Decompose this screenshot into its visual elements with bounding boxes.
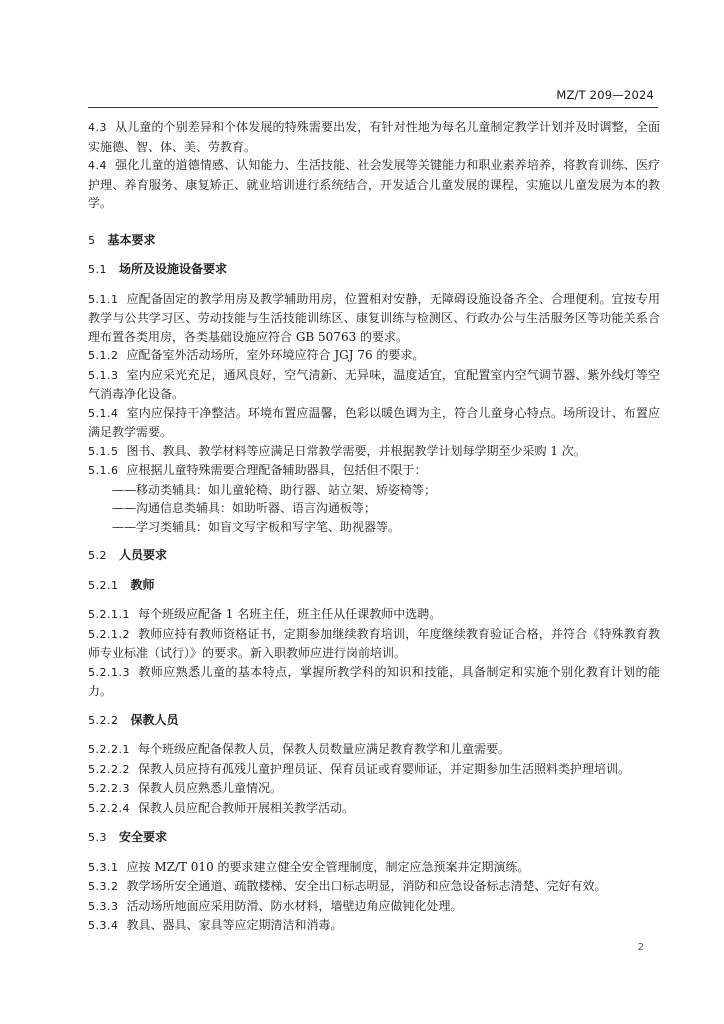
list-item: ——学习类辅具：如盲文写字板和写字笔、助视器等。 [112, 519, 401, 534]
clause-number: 5.2.2.4 [88, 801, 130, 815]
clause-text: 应按 MZ/T 010 的要求建立健全安全管理制度，制定应急预案并定期演练。 [126, 859, 530, 874]
clause-paragraph [88, 605, 660, 625]
clause-text: 每个班级应配备 1 名班主任，班主任从任课教师中选聘。 [137, 607, 442, 621]
clause-paragraph [88, 740, 660, 760]
clause-number: 5.3.2 [88, 880, 119, 893]
clause-paragraph [88, 858, 660, 878]
clause-text: 教师应持有教师资格证书，定期参加继续教育培训，年度继续教育验证合格，并符合《特殊教育教师专业标准（试行）》的要求。新入职教师应进行岗前培训。 [88, 626, 660, 660]
section-heading [88, 231, 660, 251]
clause-number: 5.2.1.3 [88, 665, 130, 679]
clause-number: 5.2.2.3 [88, 782, 130, 795]
spacer [88, 536, 660, 546]
clause-text: 教具、器具、家具等应定期清洁和消毒。 [126, 918, 343, 932]
clause-text: 强化儿童的道德情感、认知能力、生活技能、社会发展等关键能力和职业素养培养，将教育训练、医疗护理、养育服务、康复矫正、就业培训进行系统结合，开发适合儿童发展的课程，实施以儿童发展为本的教学。 [88, 158, 660, 210]
standard-number: MZ/T 209—2024 [556, 88, 654, 102]
clause-paragraph [88, 625, 660, 663]
clause-text: 活动场所地面应采用防滑、防水材料，墙壁边角应做钝化处理。 [126, 898, 463, 913]
clause-text: 保教人员应持有孤残儿童护理员证、保育员证或育婴师证，并定期参加生活照料类护理培训。 [137, 761, 630, 776]
clause-number: 5.2.1.1 [88, 608, 130, 621]
clause-text: 室内应保持干净整洁。环境布置应温馨，色彩以暖色调为主，符合儿童身心特点。场所设计、布置应满足教学需要。 [88, 405, 660, 439]
clause-paragraph [88, 663, 660, 701]
section-heading [88, 711, 660, 731]
clause-number: 5.1.3 [88, 368, 119, 382]
section-title: 教师 [130, 577, 155, 592]
clause-number: 5.2.2.2 [88, 762, 130, 776]
clause-paragraph [88, 799, 660, 819]
clause-paragraph [88, 461, 660, 481]
spacer [88, 701, 660, 711]
clause-text: 从儿童的个别差异和个体发展的特殊需要出发，有针对性地为每名儿童制定教学计划并及时调整，全面实施德、智、体、美、劳教育。 [88, 120, 660, 154]
clause-paragraph [88, 404, 660, 442]
clause-number: 5.1.2 [88, 349, 119, 362]
spacer [88, 213, 660, 231]
clause-number: 4.4 [88, 159, 107, 172]
clause-number: 5.1.6 [88, 464, 119, 477]
section-number: 5.2.2 [88, 713, 119, 727]
clause-text: 图书、教具、教学材料等应满足日常教学需要，并根据教学计划每学期至少采购 1 次。 [126, 443, 586, 458]
clause-number: 5.2.2.1 [88, 743, 130, 756]
section-number: 5.2 [88, 549, 107, 562]
document-body [88, 118, 660, 936]
clause-paragraph [88, 290, 660, 347]
section-heading [88, 546, 660, 566]
clause-number: 5.2.1.2 [88, 627, 130, 641]
spacer [88, 250, 660, 260]
clause-paragraph [88, 118, 660, 156]
section-heading [88, 576, 660, 596]
section-heading [88, 260, 660, 280]
clause-text: 应配备室外活动场所，室外环境应符合 JGJ 76 的要求。 [126, 348, 425, 362]
clause-text: 室内应采光充足，通风良好，空气清新、无异味，温度适宜，宜配置室内空气调节器、紫外线灯等空气消毒净化设备。 [88, 367, 660, 401]
clause-paragraph [88, 442, 660, 462]
section-title: 保教人员 [130, 712, 179, 727]
clause-paragraph [88, 760, 660, 780]
clause-paragraph [88, 366, 660, 404]
spacer [88, 280, 660, 290]
spacer [88, 818, 660, 828]
clause-text: 应配备固定的教学用房及教学辅助用房，位置相对安静，无障碍设施设备齐全、合理便利。宜按专用教学与公共学习区、劳动技能与生活技能训练区、康复训练与检测区、行政办公与生活服务区等功能关系合理布置各类用房，各类基础设施应符合 GB 50763 的要求。 [88, 291, 660, 344]
spacer [88, 848, 660, 858]
clause-text: 应根据儿童特殊需要合理配备辅助器具，包括但不限于： [126, 463, 427, 477]
section-number: 5.1 [88, 263, 107, 276]
clause-number: 5.3.1 [88, 860, 119, 874]
clause-number: 5.1.1 [88, 292, 119, 306]
section-title: 基本要求 [107, 232, 156, 247]
page-number: 2 [637, 942, 644, 953]
list-item: ——沟通信息类辅具：如助听器、语言沟通板等； [112, 501, 377, 515]
clause-paragraph [88, 156, 660, 213]
clause-text: 教学场所安全通道、疏散楼梯、安全出口标志明显，消防和应急设备标志清楚、完好有效。 [126, 879, 607, 893]
section-heading [88, 828, 660, 848]
clause-text: 保教人员应熟悉儿童情况。 [137, 781, 282, 795]
clause-text: 教师应熟悉儿童的基本特点，掌握所教学科的知识和技能，具备制定和实施个别化教育计划的能力。 [88, 664, 660, 698]
section-title: 安全要求 [119, 830, 168, 844]
section-number: 5 [88, 233, 96, 247]
section-title: 人员要求 [119, 548, 168, 562]
clause-number: 5.3.4 [88, 919, 119, 932]
section-title: 场所及设施设备要求 [119, 262, 228, 276]
spacer [88, 595, 660, 605]
clause-paragraph [88, 779, 660, 799]
section-number: 5.2.1 [88, 578, 119, 592]
clause-paragraph [88, 346, 660, 366]
clause-text: 保教人员应配合教师开展相关教学活动。 [137, 800, 354, 815]
section-number: 5.3 [88, 831, 107, 844]
clause-number: 5.1.5 [88, 444, 119, 458]
clause-paragraph [88, 877, 660, 897]
header-rule [88, 107, 658, 108]
spacer [88, 566, 660, 576]
clause-paragraph [88, 916, 660, 936]
list-item: ——移动类辅具：如儿童轮椅、助行器、站立架、矫姿椅等； [112, 482, 437, 497]
clause-text: 每个班级应配备保教人员，保教人员数量应满足教育教学和儿童需要。 [137, 742, 510, 756]
clause-number: 5.3.3 [88, 899, 119, 913]
clause-number: 5.1.4 [88, 406, 119, 420]
clause-paragraph [88, 897, 660, 917]
spacer [88, 730, 660, 740]
clause-number: 4.3 [88, 121, 107, 134]
